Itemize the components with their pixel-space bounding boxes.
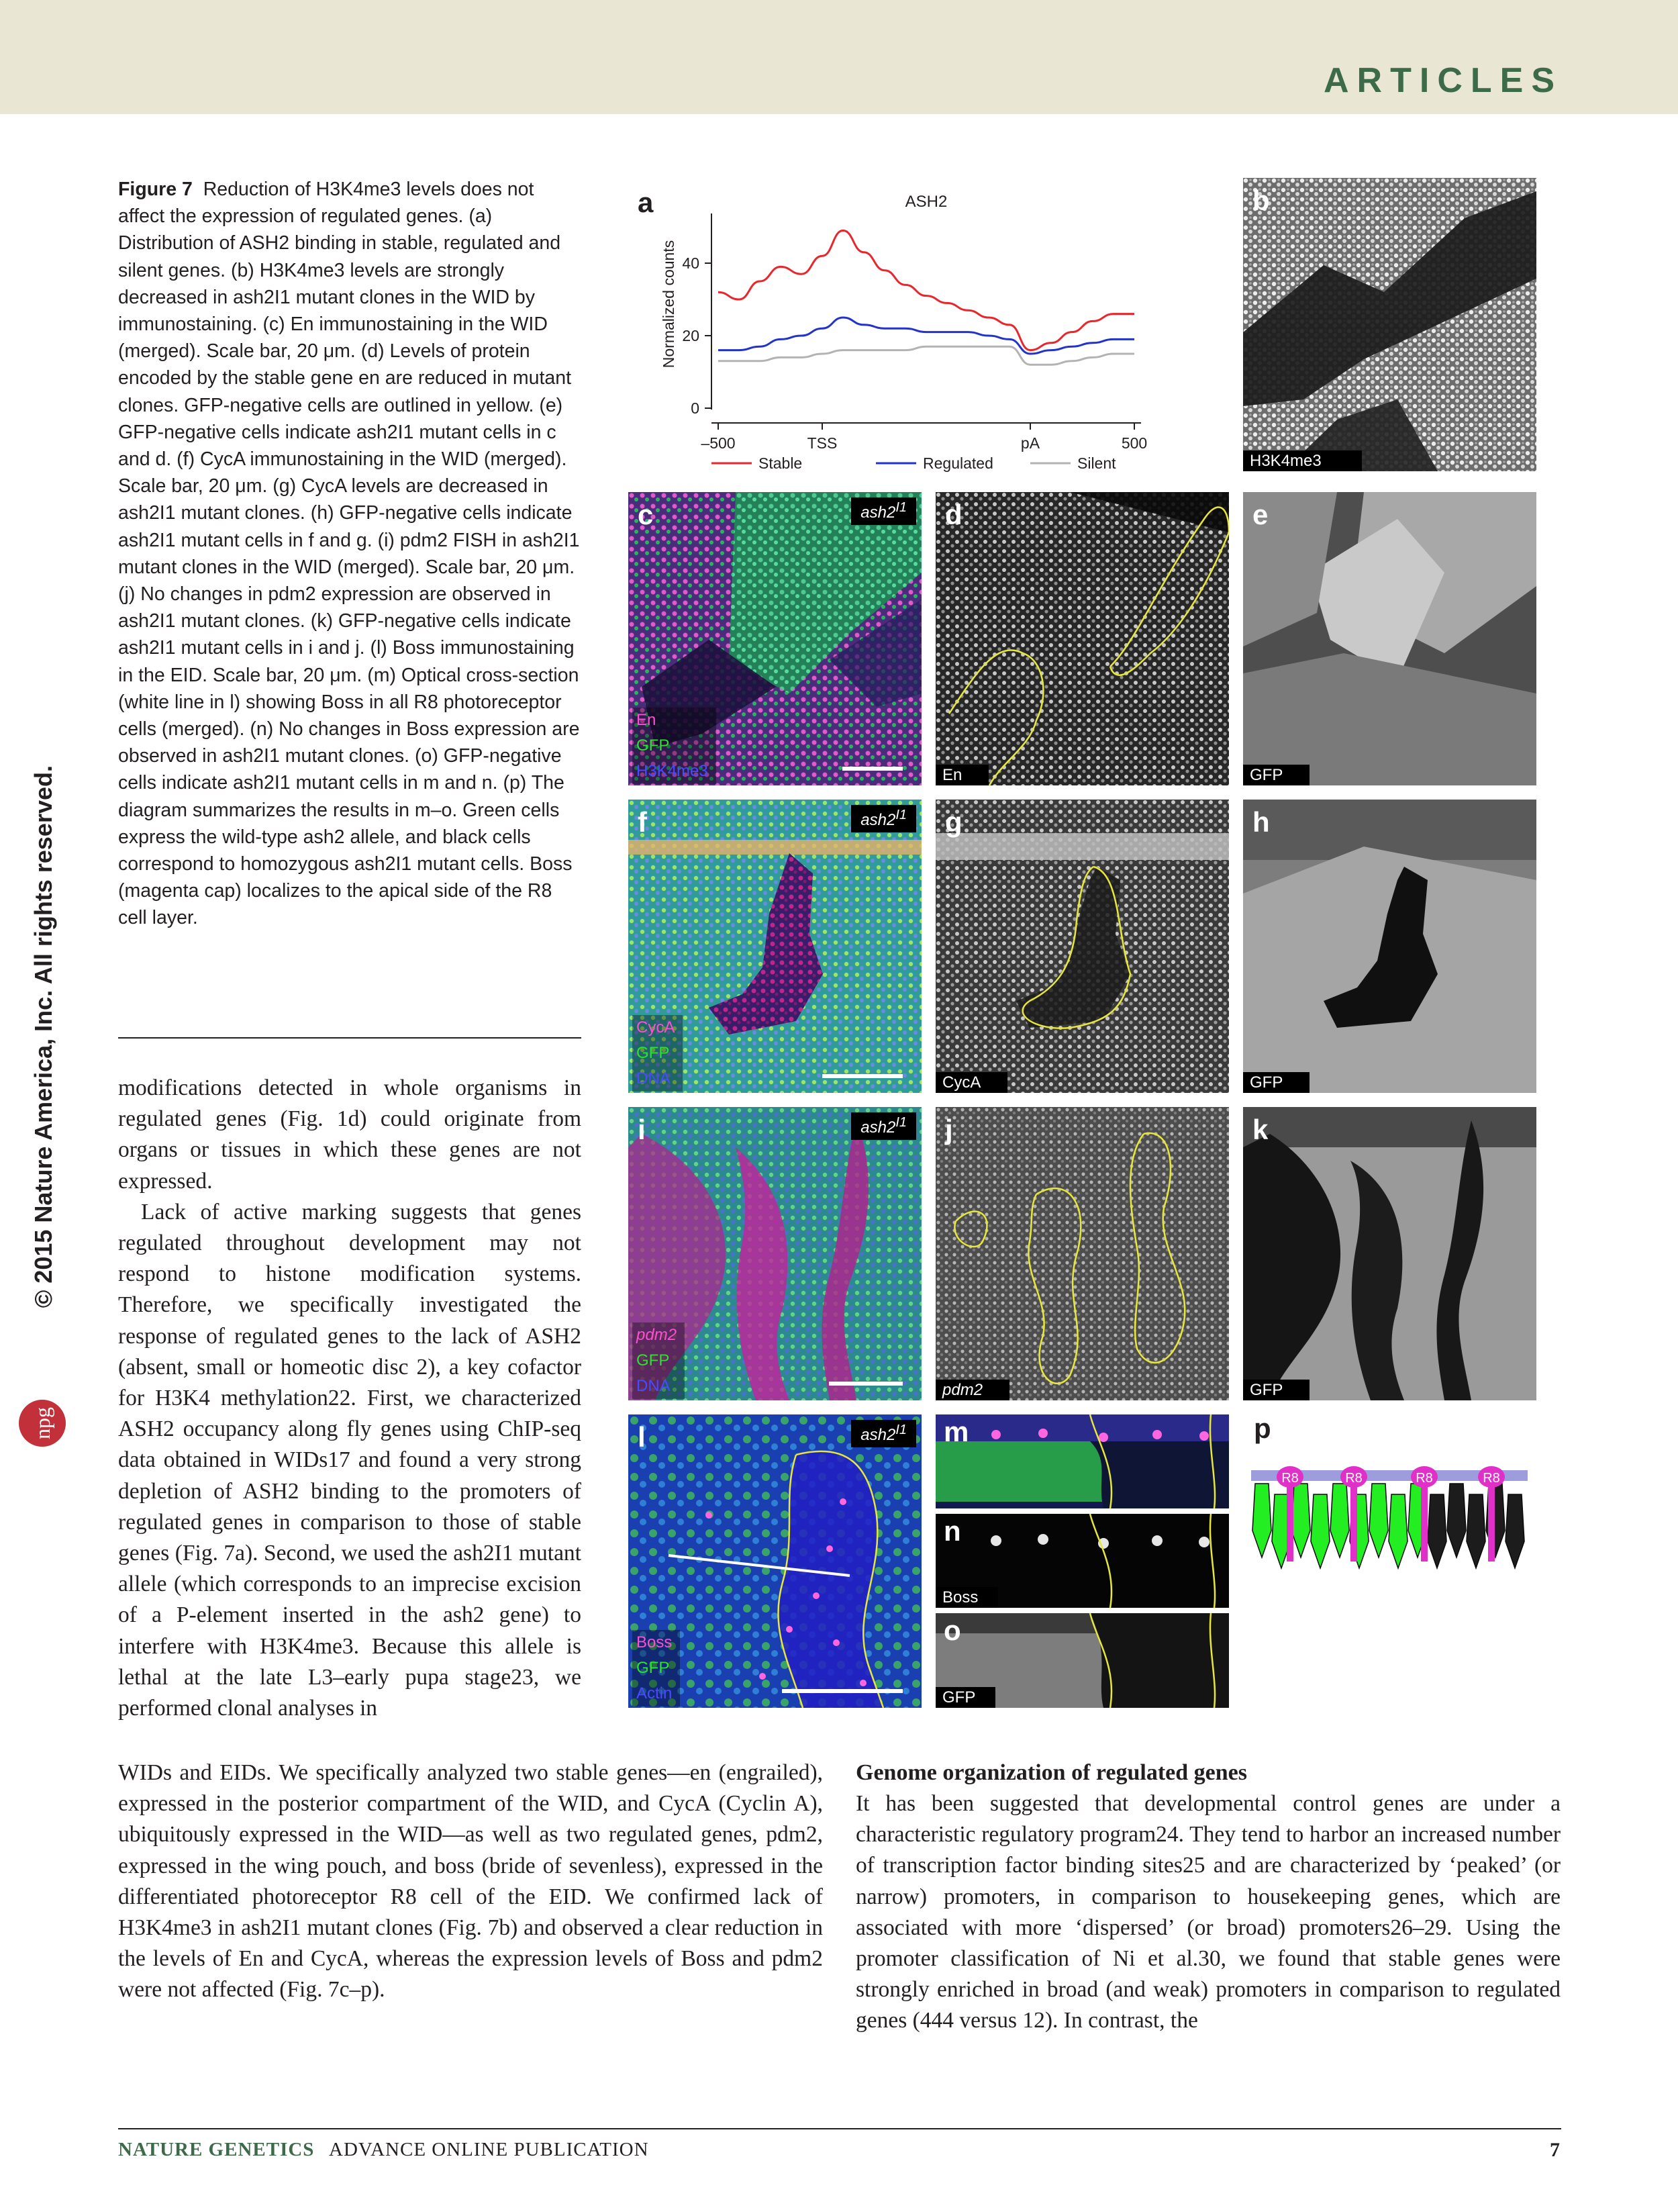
caption-part: (e) GFP-negative cells indicate ash2I1 mutant cells in c and d. bbox=[118, 394, 563, 471]
panel-letter-i: i bbox=[638, 1114, 646, 1145]
panel-b-label: H3K4me3 bbox=[1243, 450, 1362, 471]
channel-label: Actin bbox=[636, 1684, 673, 1702]
panel-c-image bbox=[628, 492, 922, 785]
panel-o-label: GFP bbox=[936, 1687, 995, 1708]
caption-part: (b) H3K4me3 levels are strongly decreased in ash2I1 mutant clones in the WID by immunostaining. bbox=[118, 259, 536, 336]
legend-label: Stable bbox=[758, 454, 803, 472]
caption-part: (m) Optical cross-section (white line in l) showing Boss in all R8 photoreceptor cells (merged). bbox=[118, 664, 579, 740]
chart-title: ASH2 bbox=[905, 193, 948, 211]
panel-letter-e: e bbox=[1252, 499, 1269, 530]
channel-label: GFP bbox=[636, 1044, 670, 1062]
footer-publication: ADVANCE ONLINE PUBLICATION bbox=[329, 2139, 649, 2160]
panel-h-label: GFP bbox=[1243, 1072, 1310, 1093]
r8-label: R8 bbox=[1345, 1471, 1363, 1486]
channel-label: CycA bbox=[636, 1018, 675, 1037]
panel-i-image bbox=[628, 1107, 922, 1400]
x-tick-label: pA bbox=[1020, 434, 1040, 452]
r8-cell-body bbox=[1421, 1481, 1428, 1561]
wildtype-cell bbox=[1311, 1494, 1330, 1568]
channel-label: H3K4me3 bbox=[636, 762, 708, 780]
wildtype-cell bbox=[1291, 1484, 1310, 1557]
panel-k-image bbox=[1243, 1107, 1536, 1400]
figure-caption bbox=[118, 176, 581, 932]
genotype-tag: $ash2^{I1}$ bbox=[851, 1112, 916, 1140]
caption-part: (n) No changes in Boss expression are observed in ash2I1 mutant clones. bbox=[118, 718, 580, 767]
panel-d-image bbox=[936, 492, 1229, 785]
caption-title: Reduction of H3K4me3 levels does not affect the expression of regulated genes. bbox=[118, 179, 534, 228]
micrograph-en bbox=[936, 492, 1229, 785]
panel-letter-p: p bbox=[1254, 1412, 1271, 1444]
footer-journal: NATURE GENETICS bbox=[118, 2139, 315, 2160]
panel-letter-k: k bbox=[1252, 1114, 1269, 1145]
y-tick-label: 20 bbox=[682, 327, 699, 344]
panel-e-label: GFP bbox=[1243, 765, 1310, 785]
channel-label: Boss bbox=[636, 1633, 673, 1651]
channel-label: GFP bbox=[636, 736, 670, 755]
panel-letter-o: o bbox=[944, 1615, 961, 1646]
footer-divider bbox=[118, 2128, 1561, 2129]
channel-label: pdm2 bbox=[636, 1326, 677, 1344]
y-tick-label: 0 bbox=[691, 399, 699, 417]
channel-label: En bbox=[636, 711, 656, 729]
panel-b-image bbox=[1243, 178, 1536, 471]
body-paragraph: Lack of active marking suggests that genes regulated throughout development may not respond to histone modification systems. Therefore, we specifically investigated the response of regulated genes to the lack of ASH2 (absent, small or homeotic disc 2), a key cofactor for H3K4 methylation22. First, we characterized ASH2 occupancy along fly genes using ChIP-seq data obtained in WIDs17 and found a very strong depletion of ASH2 binding to the promoters of regulated genes in comparison to those of stable genes (Fig. 7a). Second, we used the ash2I1 mutant allele (which corresponds to an imprecise excision of a P-element inserted in the ash2 gene) to interfere with H3K4me3. Because this allele is lethal at the late L3–early pupa stage23, we performed clonal analyses in bbox=[118, 1199, 581, 1721]
panel-j-label: pdm2 bbox=[936, 1380, 1009, 1400]
panel-n-label: Boss bbox=[936, 1587, 998, 1608]
body-paragraph: modifications detected in whole organisms in regulated genes (Fig. 1d) could originate from organs or tissues in which these genes are not expressed. bbox=[118, 1075, 581, 1194]
channel-label: DNA bbox=[636, 1377, 671, 1395]
caption-part: (p) The diagram summarizes the results in m–o. Green cells express the wild-type ash2 allele, and black cells correspond to homozygous ash2I1 mutant cells. Boss (magenta cap) localizes to the apical side of the R8 cell layer. bbox=[118, 772, 573, 929]
caption-part: (h) GFP-negative cells indicate ash2I1 mutant cells in f and g. bbox=[118, 502, 573, 551]
copyright-notice: © 2015 Nature America, Inc. All rights reserved. bbox=[30, 765, 57, 1308]
panel-letter-h: h bbox=[1252, 806, 1270, 838]
micrograph-gfp-e bbox=[1243, 492, 1536, 785]
caption-part: (l) Boss immunostaining in the EID. Scale bar, 20 μm. bbox=[118, 637, 575, 686]
genotype-tag: $ash2^{I1}$ bbox=[851, 497, 916, 525]
micrograph-gfp-h bbox=[1243, 800, 1536, 1093]
channel-label: GFP bbox=[636, 1659, 670, 1677]
y-tick-label: 40 bbox=[682, 254, 699, 272]
panel-l-image bbox=[628, 1414, 922, 1708]
panel-m-image bbox=[936, 1414, 1229, 1508]
npg-logo: npg bbox=[19, 1400, 66, 1447]
genotype-tag: $ash2^{I1}$ bbox=[851, 805, 916, 832]
panel-g-image bbox=[936, 800, 1229, 1093]
legend-label: Silent bbox=[1077, 454, 1116, 472]
scale-bar bbox=[822, 1074, 903, 1078]
panel-letter-g: g bbox=[945, 806, 963, 838]
micrograph-h3k4me3 bbox=[1243, 178, 1536, 471]
panel-e-image bbox=[1243, 492, 1536, 785]
wildtype-cell bbox=[1252, 1484, 1271, 1557]
section-heading: Genome organization of regulated genes bbox=[856, 1760, 1247, 1785]
panel-o-image bbox=[936, 1613, 1229, 1708]
panel-letter-l: l bbox=[638, 1421, 646, 1453]
caption-part: (o) GFP-negative cells indicate ash2I1 mutant cells in m and n. bbox=[118, 745, 562, 794]
caption-part: (g) CycA levels are decreased in ash2I1 mutant clones. bbox=[118, 475, 548, 524]
panel-g-label: CycA bbox=[936, 1072, 1007, 1093]
series-line-regulated bbox=[718, 318, 1134, 354]
section-title: ARTICLES bbox=[1324, 61, 1563, 100]
panel-f-labels bbox=[632, 1015, 683, 1092]
y-axis-label: Normalized counts bbox=[660, 240, 677, 369]
cross-section-merged bbox=[936, 1414, 1229, 1508]
r8-cell-body bbox=[1488, 1481, 1495, 1561]
body-paragraph: It has been suggested that developmental control genes are under a characteristic regulatory program24. They tend to harbor an increased number of transcription factor binding sites25 and are characterized by ‘peaked’ (or narrow) promoters, in comparison to housekeeping genes, which are associated with more ‘dispersed’ (or broad) promoters26–29. Using the promoter classification of Ni et al.30, we found that stable genes were strongly enriched in broad (and weak) promoters in comparison to regulated genes (444 versus 12). In contrast, the bbox=[856, 1791, 1561, 2033]
caption-part: (a) Distribution of ASH2 binding in stable, regulated and silent genes. bbox=[118, 205, 561, 281]
mutant-cell bbox=[1428, 1494, 1446, 1568]
panel-h-image bbox=[1243, 800, 1536, 1093]
scale-bar bbox=[842, 767, 903, 771]
panel-letter-b: b bbox=[1252, 185, 1270, 216]
panel-letter-m: m bbox=[944, 1416, 969, 1447]
r8-cell-body bbox=[1350, 1481, 1357, 1561]
panel-f-image bbox=[628, 800, 922, 1093]
caption-part: (k) GFP-negative cells indicate ash2I1 mutant cells in i and j. bbox=[118, 610, 571, 659]
x-tick-label: TSS bbox=[807, 434, 838, 452]
panel-letter-d: d bbox=[945, 499, 963, 530]
genotype-tag: $ash2^{I1}$ bbox=[851, 1420, 916, 1447]
page-number: 7 bbox=[1550, 2139, 1560, 2161]
panel-c-labels bbox=[632, 708, 716, 784]
caption-part: (d) Levels of protein encoded by the stable gene en are reduced in mutant clones. GFP-negative cells are outlined in yellow. bbox=[118, 340, 571, 416]
channel-label: GFP bbox=[636, 1351, 670, 1369]
wildtype-cell bbox=[1389, 1494, 1408, 1568]
caption-part: (f) CycA immunostaining in the WID (merged). Scale bar, 20 μm. bbox=[118, 448, 567, 497]
panel-letter-f: f bbox=[638, 806, 647, 838]
scale-bar bbox=[782, 1689, 903, 1693]
panel-k-label: GFP bbox=[1243, 1380, 1310, 1400]
caption-divider bbox=[118, 1037, 581, 1039]
r8-label: R8 bbox=[1281, 1471, 1299, 1486]
chart-ash2 bbox=[651, 180, 1181, 482]
caption-part: (c) En immunostaining in the WID (merged). Scale bar, 20 μm. bbox=[118, 314, 548, 363]
panel-letter-n: n bbox=[944, 1515, 961, 1547]
r8-label: R8 bbox=[1416, 1471, 1433, 1486]
r8-cell-body bbox=[1287, 1481, 1293, 1561]
panel-letter-j: j bbox=[945, 1114, 953, 1145]
micrograph-pdm2 bbox=[936, 1107, 1229, 1400]
panel-letter-a: a bbox=[638, 187, 654, 218]
micrograph-cyca bbox=[936, 800, 1229, 1093]
panel-l-labels bbox=[632, 1630, 680, 1706]
caption-part: (j) No changes in pdm2 expression are observed in ash2I1 mutant clones. bbox=[118, 583, 551, 632]
mutant-cell bbox=[1467, 1494, 1485, 1568]
body-column-right bbox=[856, 1758, 1561, 2037]
wildtype-cell bbox=[1330, 1484, 1349, 1557]
mutant-cell bbox=[1447, 1484, 1466, 1557]
series-line-silent bbox=[718, 346, 1134, 365]
wildtype-cell bbox=[1369, 1484, 1388, 1557]
diagram-r8-cells bbox=[1243, 1457, 1536, 1591]
scale-bar bbox=[829, 1382, 903, 1386]
panel-j-image bbox=[936, 1107, 1229, 1400]
body-column-narrow bbox=[118, 1073, 581, 1724]
panel-d-label: En bbox=[936, 765, 989, 785]
micrograph-gfp-k bbox=[1243, 1107, 1536, 1400]
x-tick-label: 500 bbox=[1121, 434, 1148, 452]
figure-label: Figure 7 bbox=[118, 179, 193, 200]
channel-label: DNA bbox=[636, 1069, 671, 1088]
x-tick-label: –500 bbox=[701, 434, 736, 452]
caption-part: (i) pdm2 FISH in ash2I1 mutant clones in the WID (merged). Scale bar, 20 μm. bbox=[118, 529, 580, 578]
mutant-cell bbox=[1506, 1494, 1524, 1568]
body-paragraph: WIDs and EIDs. We specifically analyzed two stable genes—en (engrailed), expressed in the posterior compartment of the WID, and CycA (Cyclin A), ubiquitously expressed in the WID—as well as two regulated genes, pdm2, expressed in the wing pouch, and boss (bride of sevenless), expressed in the differentiated photoreceptor R8 cell of the EID. We confirmed lack of H3K4me3 in ash2I1 mutant clones (Fig. 7b) and observed a clear reduction in the levels of En and CycA, whereas the expression levels of Boss and pdm2 were not affected (Fig. 7c–p). bbox=[118, 1760, 823, 2003]
panel-i-labels bbox=[632, 1323, 685, 1399]
r8-label: R8 bbox=[1483, 1471, 1500, 1486]
panel-letter-c: c bbox=[638, 499, 654, 530]
panel-n-image bbox=[936, 1514, 1229, 1608]
body-column-left bbox=[118, 1758, 823, 2006]
legend-label: Regulated bbox=[923, 454, 993, 472]
